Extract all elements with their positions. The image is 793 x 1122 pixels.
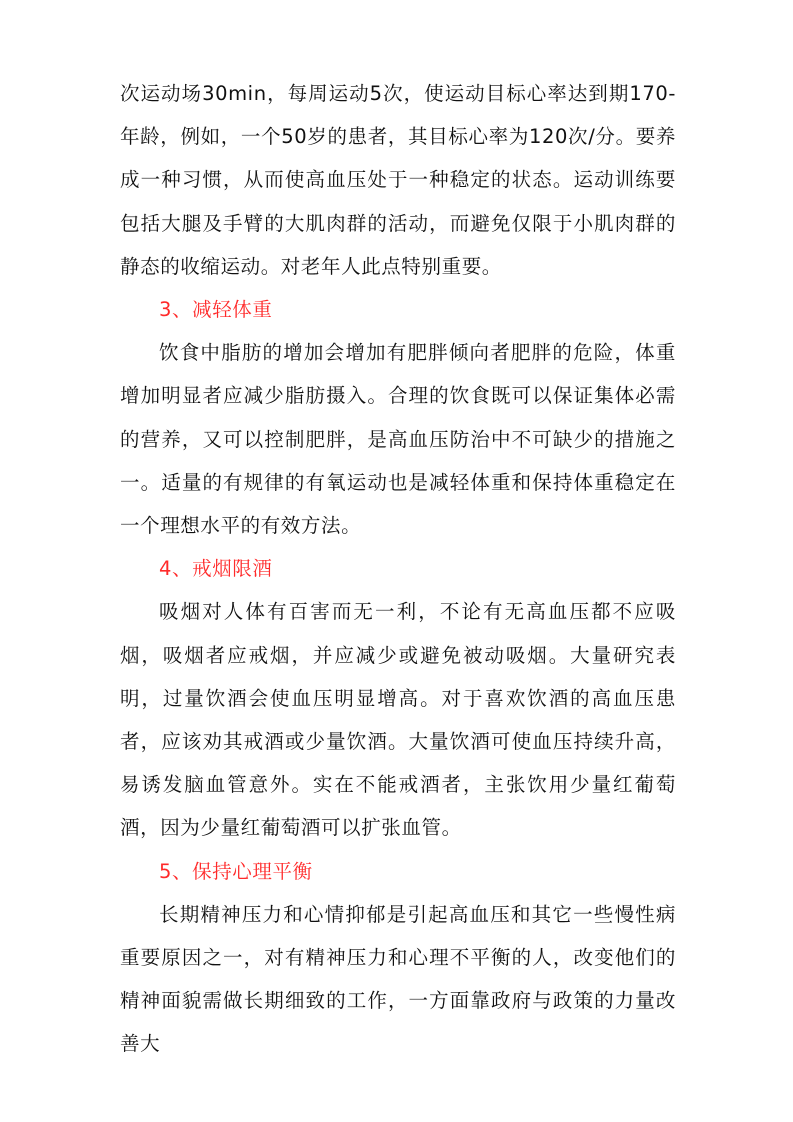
section-heading-smoking-drinking: 4、戒烟限酒 bbox=[159, 557, 273, 581]
document-page bbox=[120, 72, 676, 1066]
paragraph-weight-loss: 饮食中脂肪的增加会增加有肥胖倾向者肥胖的危险，体重增加明显者应减少脂肪摄入。合理的饮食既可以保证集体必需的营养，又可以控制肥胖，是高血压防治中不可缺少的措施之一。适量的有规律的有氧运动也是减轻体重和保持体重稳定在一个理想水平的有效方法。 bbox=[120, 341, 676, 538]
paragraph-smoking-drinking: 吸烟对人体有百害而无一利，不论有无高血压都不应吸烟，吸烟者应戒烟，并应减少或避免被动吸烟。大量研究表明，过量饮酒会使血压明显增高。对于喜欢饮酒的高血压患者，应该劝其戒酒或少量饮酒。大量饮酒可使血压持续升高，易诱发脑血管意外。实在不能戒酒者，主张饮用少量红葡萄酒，因为少量红葡萄酒可以扩张血管。 bbox=[120, 600, 676, 840]
section-heading-mental-balance: 5、保持心理平衡 bbox=[159, 859, 313, 883]
paragraph-exercise-continued: 次运动场30min，每周运动5次，使运动目标心率达到期170-年龄，例如，一个50岁的患者，其目标心率为120次/分。要养成一种习惯，从而使高血压处于一种稳定的状态。运动训练要包括大腿及手臂的大肌肉群的活动，而避免仅限于小肌肉群的静态的收缩运动。对老年人此点特别重要。 bbox=[120, 82, 676, 278]
section-heading-weight-loss: 3、减轻体重 bbox=[159, 298, 273, 322]
paragraph-mental-balance: 长期精神压力和心情抑郁是引起高血压和其它一些慢性病重要原因之一，对有精神压力和心理不平衡的人，改变他们的精神面貌需做长期细致的工作，一方面靠政府与政策的力量改善大 bbox=[120, 902, 676, 1056]
